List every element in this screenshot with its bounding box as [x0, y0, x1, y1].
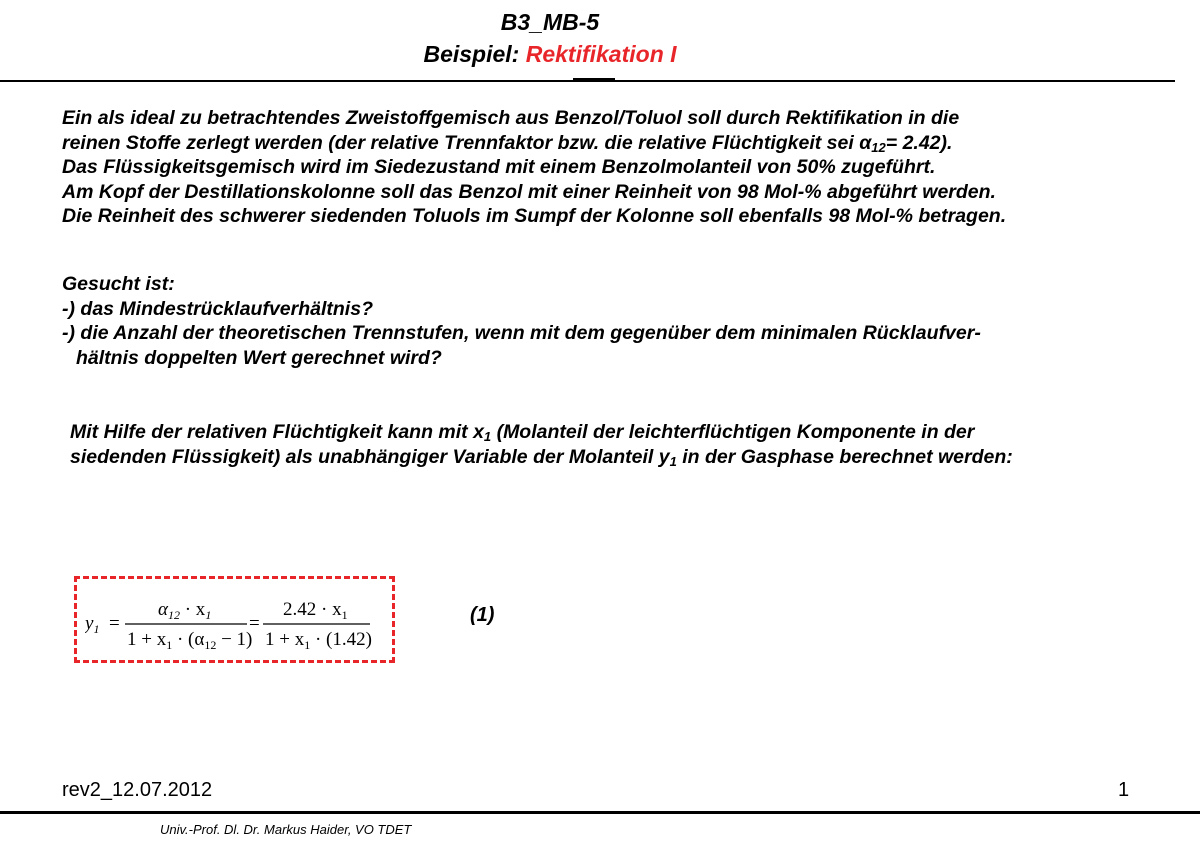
method-text	[70, 420, 1013, 469]
method-line-2	[70, 445, 1013, 470]
frac2-denominator: $1 + x_1 \cdot (1.42)$	[265, 629, 372, 652]
y1-subscript: 1	[669, 453, 677, 469]
method-line-1-b: (Molanteil der leichterflüchtigen Komponente in der	[491, 421, 975, 443]
alpha-value: = 2.42).	[885, 131, 953, 154]
problem-statement	[62, 106, 1006, 229]
question-item-2-cont: hältnis doppelten Wert gerechnet wird?	[76, 346, 442, 369]
question-list	[62, 272, 981, 370]
frac1-denominator: $1 + x_1 \cdot (\alpha_{12} - 1)$	[127, 629, 253, 652]
header-rule-accent	[573, 78, 615, 82]
frac2-numerator: $2.42 \cdot x_1$	[283, 599, 348, 622]
method-line-1	[70, 420, 1013, 445]
title-block	[0, 6, 1100, 70]
frac1-numerator: $\alpha_{12} \cdot x_1$	[158, 599, 212, 622]
question-item-2: -) die Anzahl der theoretischen Trennstufen, wenn mit dem gegenüber dem minimalen Rücklaufver-	[62, 322, 981, 345]
title-prefix: Beispiel:	[423, 41, 526, 67]
problem-line-5: Die Reinheit des schwerer siedenden Toluols im Sumpf der Kolonne soll ebenfalls 98 Mol-% betragen.	[62, 205, 1007, 228]
revision-date: rev2_12.07.2012	[62, 779, 213, 801]
problem-line-2-text: reinen Stoffe zerlegt werden (der relative Trennfaktor bzw. die relative Flüchtigkeit sei	[62, 131, 860, 154]
method-line-2-b: in der Gasphase berechnet werden:	[676, 445, 1013, 468]
footer-author: Univ.-Prof. Dl. Dr. Markus Haider, VO TDET	[160, 822, 412, 837]
problem-line-4: Am Kopf der Destillationskolonne soll das Benzol mit einer Reinheit von 98 Mol-% abgeführt werden.	[62, 180, 996, 203]
question-item-1: -) das Mindestrücklaufverhältnis?	[62, 297, 373, 320]
page-number: 1	[1118, 779, 1130, 801]
eq-equals-2: =	[249, 613, 260, 634]
method-line-2-a: siedenden Flüssigkeit) als unabhängiger Variable der Molanteil y	[70, 445, 670, 468]
x1-subscript: 1	[483, 429, 492, 444]
footer-rule	[0, 811, 1200, 814]
alpha-symbol: α	[859, 131, 872, 154]
equation-number: (1)	[470, 604, 495, 626]
title-accent: Rektifikation I	[525, 41, 677, 67]
alpha-subscript: 12	[871, 139, 886, 155]
slide-code: B3_MB-5	[500, 9, 600, 35]
problem-line-3: Das Flüssigkeitsgemisch wird im Siedezustand mit einem Benzolmolanteil von 50% zugeführt.	[62, 156, 936, 179]
question-heading: Gesucht ist:	[62, 273, 175, 295]
problem-line-2	[62, 131, 1006, 156]
method-line-1-a: Mit Hilfe der relativen Flüchtigkeit kann mit x	[70, 421, 484, 443]
slide-title	[0, 38, 1100, 70]
eq-equals-1: =	[109, 613, 120, 634]
problem-line-1: Ein als ideal zu betrachtendes Zweistoffgemisch aus Benzol/Toluol soll durch Rektifikation in die	[62, 107, 960, 129]
equation-1	[85, 596, 385, 652]
eq-lhs: $y_1$	[85, 613, 100, 636]
